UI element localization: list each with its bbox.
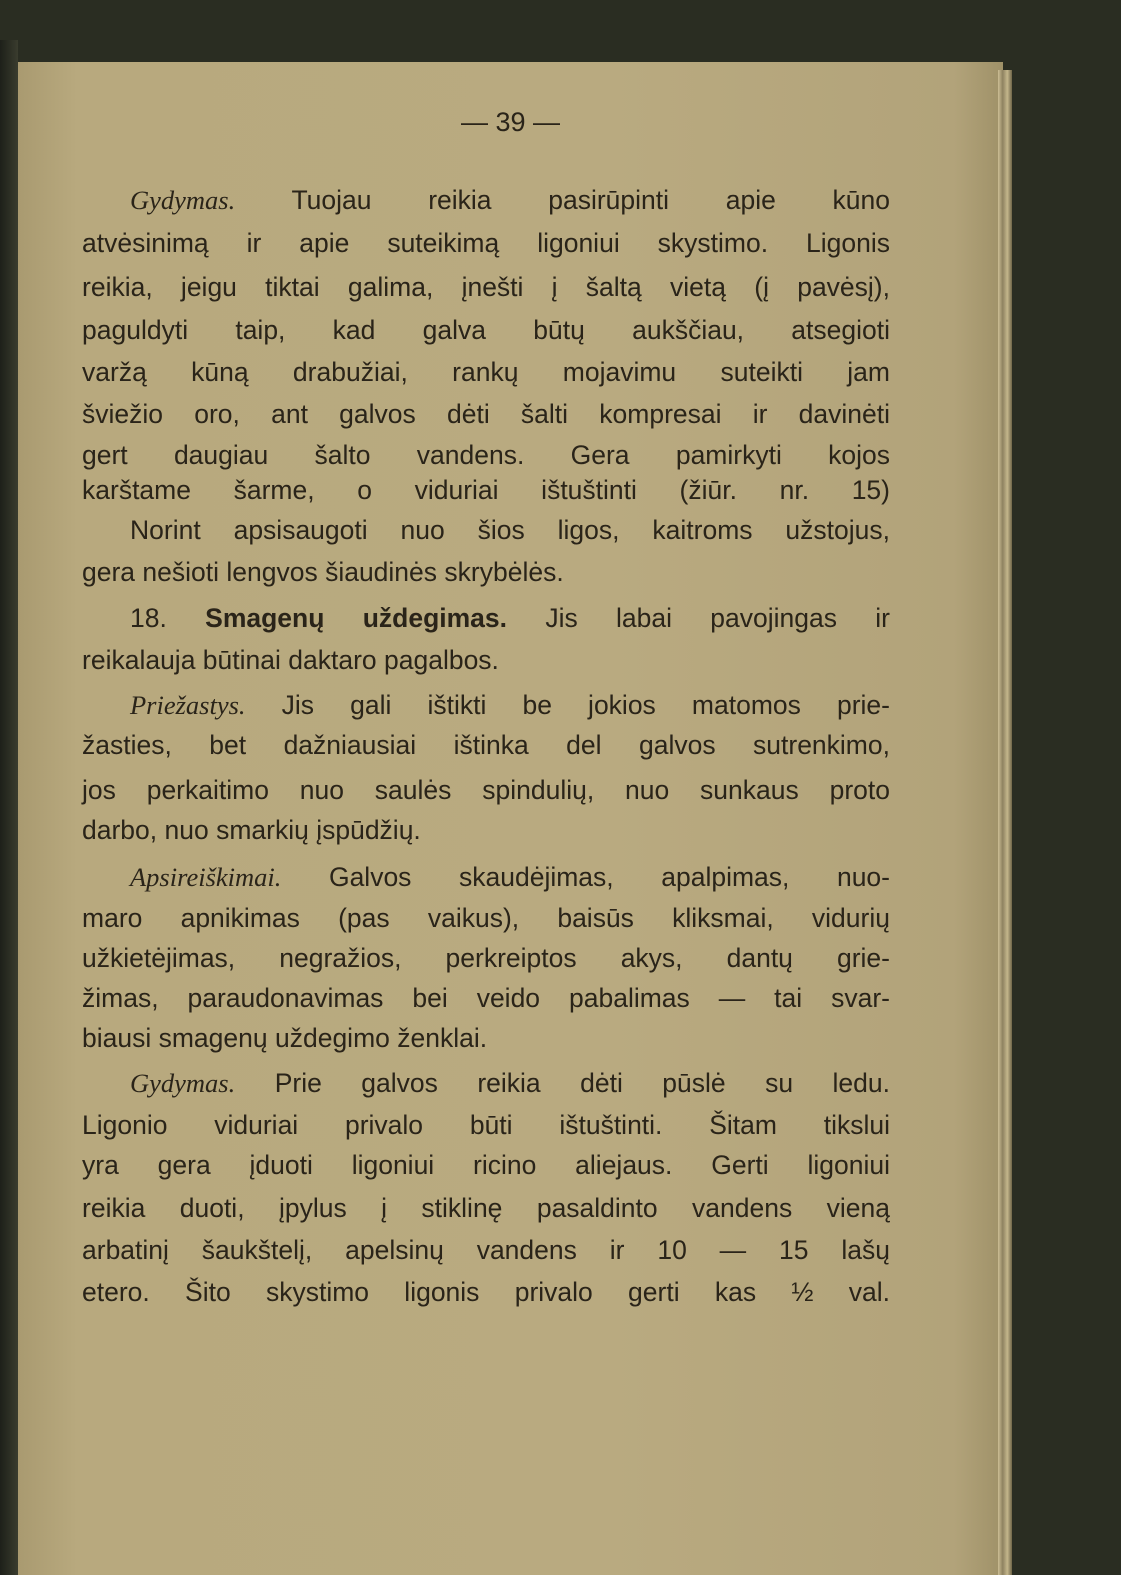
text-line bbox=[130, 602, 890, 634]
line-text: Tuojau reikia pasirūpinti apie kūno bbox=[235, 185, 890, 215]
text-line bbox=[82, 227, 890, 259]
text-line bbox=[82, 729, 890, 761]
line-text: atvėsinimą ir apie suteikimą ligoniui skystimo. Ligonis bbox=[82, 228, 890, 258]
line-text: Prie galvos reikia dėti pūslė su ledu. bbox=[235, 1068, 890, 1098]
section-heading: Gydymas. bbox=[130, 185, 236, 215]
line-text: Norint apsisaugoti nuo šios ligos, kaitroms užstojus, bbox=[130, 515, 890, 545]
line-text: karštame šarme, o viduriai ištuštinti (žiūr. nr. 15) bbox=[82, 475, 890, 505]
line-text: žasties, bet dažniausiai ištinka del galvos sutrenkimo, bbox=[82, 730, 890, 760]
text-line bbox=[130, 689, 890, 721]
line-text: varžą kūną drabužiai, rankų mojavimu suteikti jam bbox=[82, 357, 890, 387]
line-text: maro apnikimas (pas vaikus), baisūs kliksmai, vidurių bbox=[82, 903, 890, 933]
line-text: šviežio oro, ant galvos dėti šalti kompresai ir davinėti bbox=[82, 399, 890, 429]
text-line bbox=[82, 356, 890, 388]
text-line bbox=[82, 644, 890, 676]
text-line bbox=[82, 982, 890, 1014]
section-title: Smagenų uždegimas. bbox=[205, 603, 508, 633]
text-line bbox=[82, 314, 890, 346]
line-text: Ligonio viduriai privalo būti ištuštinti. Šitam tikslui bbox=[82, 1110, 890, 1140]
text-line bbox=[82, 774, 890, 806]
text-line bbox=[130, 861, 890, 893]
line-text: gera nešioti lengvos šiaudinės skrybėlės. bbox=[82, 557, 564, 587]
text-line bbox=[82, 814, 890, 846]
line-text: etero. Šito skystimo ligonis privalo gerti kas ½ val. bbox=[82, 1277, 890, 1307]
line-text: jos perkaitimo nuo saulės spindulių, nuo sunkaus proto bbox=[82, 775, 890, 805]
line-text: žimas, paraudonavimas bei veido pabalimas — tai svar- bbox=[82, 983, 890, 1013]
text-line bbox=[82, 902, 890, 934]
text-line bbox=[130, 184, 890, 216]
page-edges bbox=[998, 70, 1012, 1575]
line-text: Jis labai pavojingas ir bbox=[507, 603, 891, 633]
line-text: reikia, jeigu tiktai galima, įnešti į šaltą vietą (į pavėsį), bbox=[82, 272, 890, 302]
line-text: yra gera įduoti ligoniui ricino aliejaus. Gerti ligoniui bbox=[82, 1150, 890, 1180]
text-line bbox=[82, 1192, 890, 1224]
line-text: Galvos skaudėjimas, apalpimas, nuo- bbox=[281, 862, 890, 892]
text-line bbox=[82, 474, 890, 506]
line-text: reikalauja būtinai daktaro pagalbos. bbox=[82, 645, 499, 675]
text-line bbox=[82, 1149, 890, 1181]
page-number: — 39 — bbox=[460, 107, 561, 137]
section-number: 18. bbox=[130, 603, 206, 633]
line-text: reikia duoti, įpylus į stiklinę pasaldinto vandens vieną bbox=[82, 1193, 890, 1223]
text-line bbox=[82, 271, 890, 303]
line-text: gert daugiau šalto vandens. Gera pamirkyti kojos bbox=[82, 440, 890, 470]
book-page bbox=[18, 62, 1003, 1575]
line-text: Jis gali ištikti be jokios matomos prie- bbox=[245, 690, 890, 720]
section-heading: Apsireiškimai. bbox=[130, 862, 282, 892]
text-line bbox=[82, 398, 890, 430]
line-text: darbo, nuo smarkių įspūdžių. bbox=[82, 815, 421, 845]
text-line bbox=[82, 1234, 890, 1266]
section-heading: Priežastys. bbox=[130, 690, 246, 720]
text-line bbox=[82, 1109, 890, 1141]
text-line bbox=[82, 556, 890, 588]
line-text: paguldyti taip, kad galva būtų aukščiau, atsegioti bbox=[82, 315, 890, 345]
text-line bbox=[130, 1067, 890, 1099]
text-line bbox=[130, 514, 890, 546]
text-line bbox=[82, 439, 890, 471]
text-line bbox=[82, 1022, 890, 1054]
text-line bbox=[82, 942, 890, 974]
line-text: užkietėjimas, negražios, perkreiptos akys, dantų grie- bbox=[82, 943, 890, 973]
book-binding-left bbox=[0, 40, 18, 1575]
line-text: arbatinį šaukštelį, apelsinų vandens ir 10 — 15 lašų bbox=[82, 1235, 890, 1265]
text-line bbox=[82, 1276, 890, 1308]
section-heading: Gydymas. bbox=[130, 1068, 236, 1098]
line-text: biausi smagenų uždegimo ženklai. bbox=[82, 1023, 488, 1053]
